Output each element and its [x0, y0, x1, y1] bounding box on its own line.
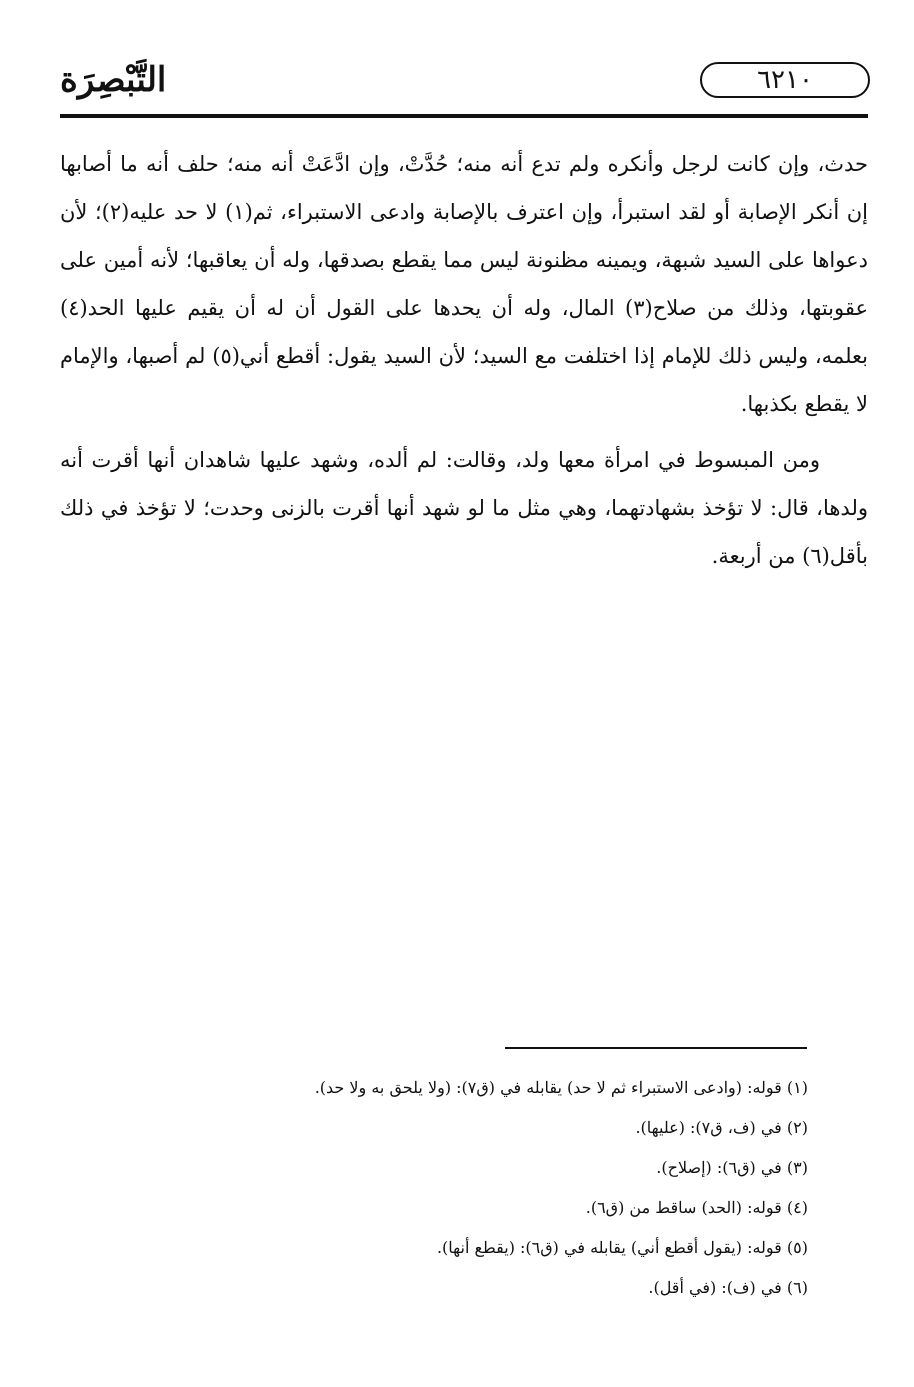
footnote: (٣) في (ق٦): (إصلاح). [656, 1158, 808, 1177]
paragraph: حدث، وإن كانت لرجل وأنكره ولم تدع أنه منه؛ حُدَّتْ، وإن ادَّعَتْ أنه منه؛ حلف أنه ما أصابها إن أنكر الإصابة أو لقد استبرأ، وإن اعترف بالإصابة وادعى الاستبراء، ثم(١) لا حد عليه(٢)؛ لأن دعواها على السيد شبهة، ويمينه مظنونة ليس مما يقطع بصدقها، وله أن يعاقبها؛ لأنه أمين على عقوبتها، وذلك من صلاح(٣) المال، وله أن يحدها على القول أن له أن يقيم عليها الحد(٤) بعلمه، وليس ذلك للإمام إذا اختلفت مع السيد؛ لأن السيد يقول: أقطع أني(٥) لم أصبها، والإمام لا يقطع بكذبها. [60, 152, 869, 416]
footnote: (٤) قوله: (الحد) ساقط من (ق٦). [585, 1198, 808, 1217]
footnote: (٢) في (ف، ق٧): (عليها). [635, 1118, 808, 1137]
book-title: التَّبْصِرَة [60, 60, 167, 100]
main-text [60, 140, 868, 580]
paragraph: ومن المبسوط في امرأة معها ولد، وقالت: لم ألده، وشهد عليها شاهدان أنها أقرت أنه ولدها، قال: لا تؤخذ بشهادتهما، وهي مثل ما لو شهد أنها أقرت بالزنى وحدت؛ لا تؤخذ في ذلك بأقل(٦) من أربعة. [60, 448, 868, 568]
header-rule [60, 114, 868, 118]
page-number: ٦٢١٠ [700, 62, 870, 98]
page-header [60, 52, 868, 122]
footnote: (٦) في (ف): (في أقل). [648, 1278, 808, 1297]
footnote: (١) قوله: (وادعى الاستبراء ثم لا حد) يقابله في (ق٧): (ولا يلحق به ولا حد). [314, 1078, 808, 1097]
footnotes [60, 1068, 808, 1308]
footnote-separator [505, 1047, 807, 1049]
footnote: (٥) قوله: (يقول أقطع أني) يقابله في (ق٦): (يقطع أنها). [436, 1238, 808, 1257]
